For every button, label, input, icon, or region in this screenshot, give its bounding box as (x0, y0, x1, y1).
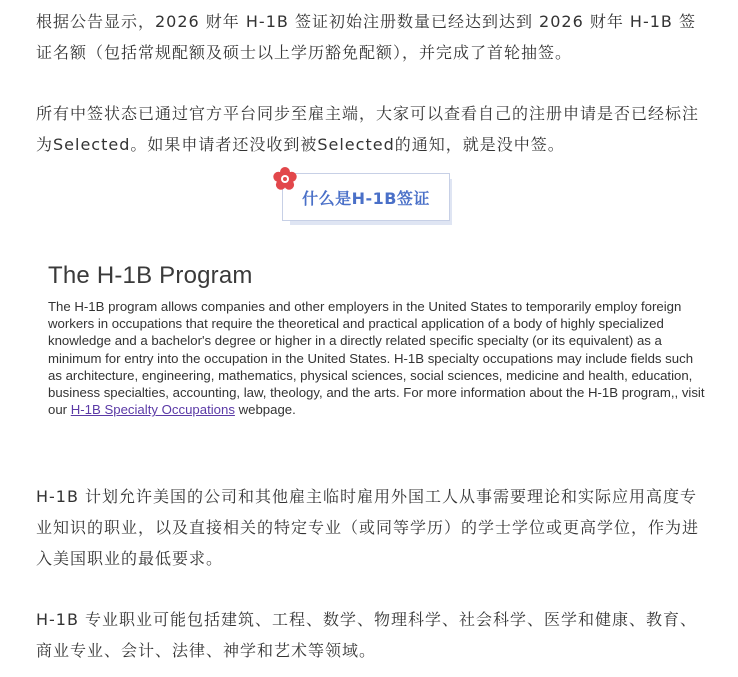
specialty-occupations-link[interactable]: H-1B Specialty Occupations (70, 402, 235, 418)
explain-paragraph-1: H-1B 计划允许美国的公司和其他雇主临时雇用外国工人从事需要理论和实际应用高度专业知识的职业，以及直接相关的特定专业（或同等学历）的学士学位或更高学位，作为进入美国职业的最低要求。 (36, 487, 700, 568)
intro-paragraph-2: 所有中签状态已通过官方平台同步至雇主端，大家可以查看自己的注册申请是否已经标注为Selected。如果申请者还没收到被Selected的通知，就是没中签。 (36, 104, 700, 154)
program-body-text: The H-1B program allows companies and other employers in the United States to temporarily employ foreign workers in occupations that require the theoretical and practical application of a body of highly specialized knowledge and a bachelor's degree or higher in a directly related specific specialty (or its equivalent) as a minimum for entry into the occupation in the United States. H-1B specialty occupations may include fields such as architecture, engineering, mathematics, physical sciences, social sciences, medicine and health, education, business specialties, accounting, law, theology, and the arts. For more information about the H-1B program,, visit our (48, 299, 705, 418)
explain-paragraph-2: H-1B 专业职业可能包括建筑、工程、数学、物理科学、社会科学、医学和健康、教育、商业专业、会计、法律、神学和艺术等领域。 (36, 610, 698, 660)
section-heading-label: 什么是H-1B签证 (302, 188, 430, 208)
intro-paragraph-1: 根据公告显示，2026 财年 H-1B 签证初始注册数量已经达到达到 2026 财年 H-1B 签证名额（包括常规配额及硕士以上学历豁免配额），并完成了首轮抽签。 (36, 12, 696, 62)
program-body-end: webpage. (234, 402, 296, 418)
program-title: The H-1B Program (48, 262, 253, 289)
program-excerpt (48, 262, 708, 418)
program-body (48, 298, 708, 418)
heading-box (282, 173, 450, 221)
section-heading (282, 173, 452, 225)
flower-icon (272, 166, 298, 192)
